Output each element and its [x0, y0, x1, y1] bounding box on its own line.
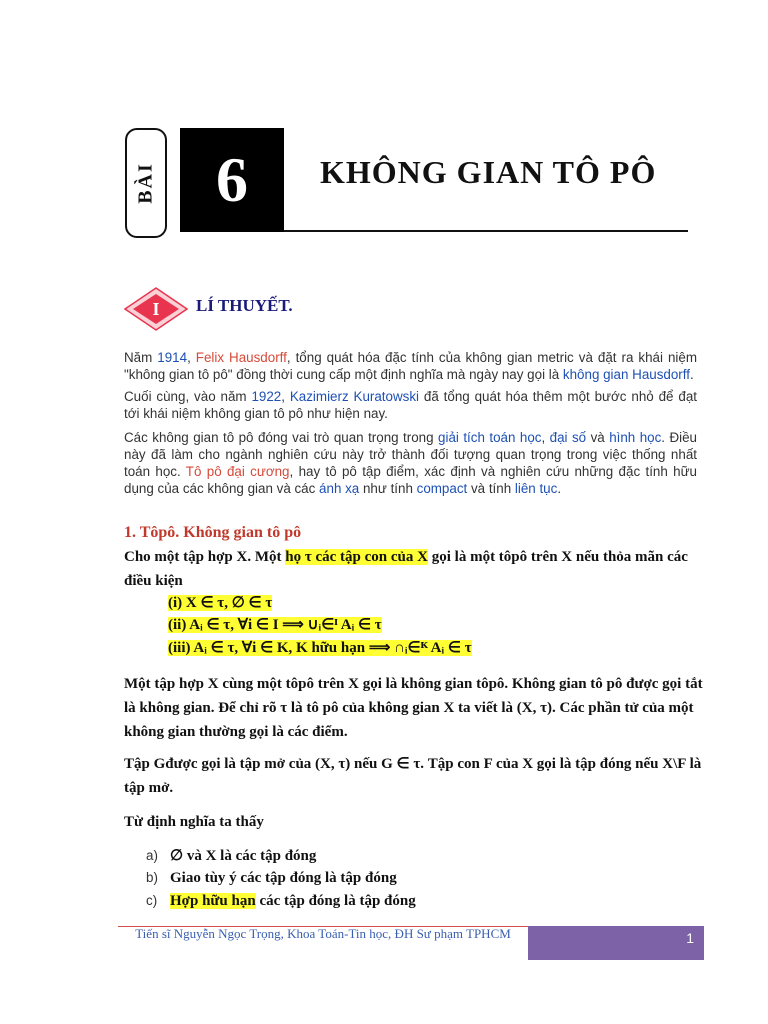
list-item [146, 867, 397, 889]
consequence-intro: Từ định nghĩa ta thấy [124, 814, 264, 830]
list-item [146, 845, 316, 867]
text-run: Giao tùy ý các tập đóng là tập đóng [170, 870, 397, 886]
text-run: , [281, 389, 290, 404]
condition-2 [168, 614, 382, 636]
condition-3-text: (iii) Aᵢ ∈ τ, ∀i ∈ K, K hữu hạn ⟹ ∩ᵢ∈ᴷ Aᵢ ∈ τ [168, 640, 472, 656]
page-title: KHÔNG GIAN TÔ PÔ [320, 154, 657, 190]
definition-paragraph [124, 545, 704, 593]
styled-text-blue: giải tích toán học [438, 430, 542, 445]
styled-text-blue: liên tục [514, 481, 558, 496]
intro-paragraph-3 [124, 429, 697, 497]
section-numeral: I [152, 298, 160, 319]
subsection-heading: 1. Tôpô. Không gian tô pô [124, 524, 302, 541]
text-run: . [689, 367, 694, 382]
text-run: Các không gian tô pô đóng vai trò quan trọng trong [124, 430, 439, 445]
styled-text-blue: 1914 [157, 350, 188, 365]
styled-text-hl: họ τ các tập con của X [285, 549, 428, 565]
lesson-label: BÀI [134, 162, 157, 204]
condition-1-text: (i) X ∈ τ, ∅ ∈ τ [168, 595, 273, 611]
intro-paragraph-2 [124, 388, 697, 422]
text-run: các tập đóng là tập đóng [255, 893, 416, 909]
styled-text-blue: ánh xạ [319, 481, 360, 496]
text-run: và tính [467, 481, 515, 496]
styled-text-blue: hình học [609, 430, 662, 445]
text-run: , [541, 430, 550, 445]
condition-3 [168, 637, 472, 659]
open-closed-paragraph: Tập Gđược gọi là tập mở của (X, τ) nếu G ∈ τ. Tập con F của X gọi là tập đóng nếu X\F là tập mở. [124, 756, 702, 796]
title-underline [284, 230, 688, 232]
condition-1 [168, 592, 272, 614]
text-run: , tổng quát hóa đặc tính của không gian metric và đặt ra khái niệm "không gian tô pô" đồng thời cung cấp một định nghĩa mà ngày nay gọi là [124, 350, 697, 382]
styled-text-red: Tô pô đại cương [185, 464, 290, 479]
list-marker: a) [146, 848, 158, 863]
page-number: 1 [686, 930, 694, 946]
lesson-number: 6 [180, 128, 284, 232]
styled-text-blue: Kazimierz Kuratowski [289, 389, 420, 404]
list-item-text [170, 893, 416, 909]
text-run: và [586, 430, 610, 445]
text-run: , [187, 350, 196, 365]
styled-text-blue: không gian Hausdorff [562, 367, 690, 382]
intro-paragraph-1 [124, 349, 697, 383]
text-run: gọi là một tôpô trên X nếu thỏa mãn các điều kiện [124, 549, 688, 589]
text-run: . [557, 481, 562, 496]
text-run: , hay tô pô tập điểm, xác định và nghiên cứu những đặc tính hữu dụng của các không gian và các [124, 464, 698, 496]
lesson-label-box [125, 128, 167, 238]
text-run: ∅ và X là các tập đóng [170, 848, 317, 864]
list-item-text [170, 870, 397, 886]
footer-author: Tiến sĩ Nguyễn Ngọc Trọng, Khoa Toán-Tin học, ĐH Sư phạm TPHCM [135, 926, 511, 941]
list-marker: b) [146, 870, 158, 885]
styled-text-blue: 1922 [251, 389, 282, 404]
page-number-box [528, 926, 704, 960]
text-run: như tính [359, 481, 417, 496]
styled-text-red: Felix Hausdorff [195, 350, 287, 365]
text-run: đã tổng quát hóa thêm một bước nhỏ để đạt tới khái niệm không gian tô pô như hiện nay. [124, 389, 697, 421]
styled-text-blue: compact [416, 481, 468, 496]
styled-text-hl: Hợp hữu hạn [170, 893, 256, 909]
list-item-text [170, 848, 316, 864]
list-marker: c) [146, 893, 158, 908]
text-run: Cho một tập hợp X. Một [124, 549, 286, 565]
styled-text-blue: đại số [549, 430, 587, 445]
condition-2-text: (ii) Aᵢ ∈ τ, ∀i ∈ I ⟹ ∪ᵢ∈ᴵ Aᵢ ∈ τ [168, 617, 382, 633]
text-run: . Điều này đã làm cho ngành nghiên cứu này trở thành đối tượng quan trọng trong việc thống nhất toán học. [124, 430, 698, 479]
space-definition-paragraph: Một tập hợp X cùng một tôpô trên X gọi là không gian tôpô. Không gian tô pô được gọi tắt là không gian. Để chỉ rõ τ là tô pô của không gian X ta viết là (X, τ). Các phần tử của một không gian thường gọi là các điểm. [124, 676, 703, 740]
text-run: Cuối cùng, vào năm [124, 389, 252, 404]
section-badge [124, 287, 188, 331]
section-title: LÍ THUYẾT. [196, 296, 293, 315]
text-run: Năm [124, 350, 158, 365]
list-item [146, 890, 416, 912]
